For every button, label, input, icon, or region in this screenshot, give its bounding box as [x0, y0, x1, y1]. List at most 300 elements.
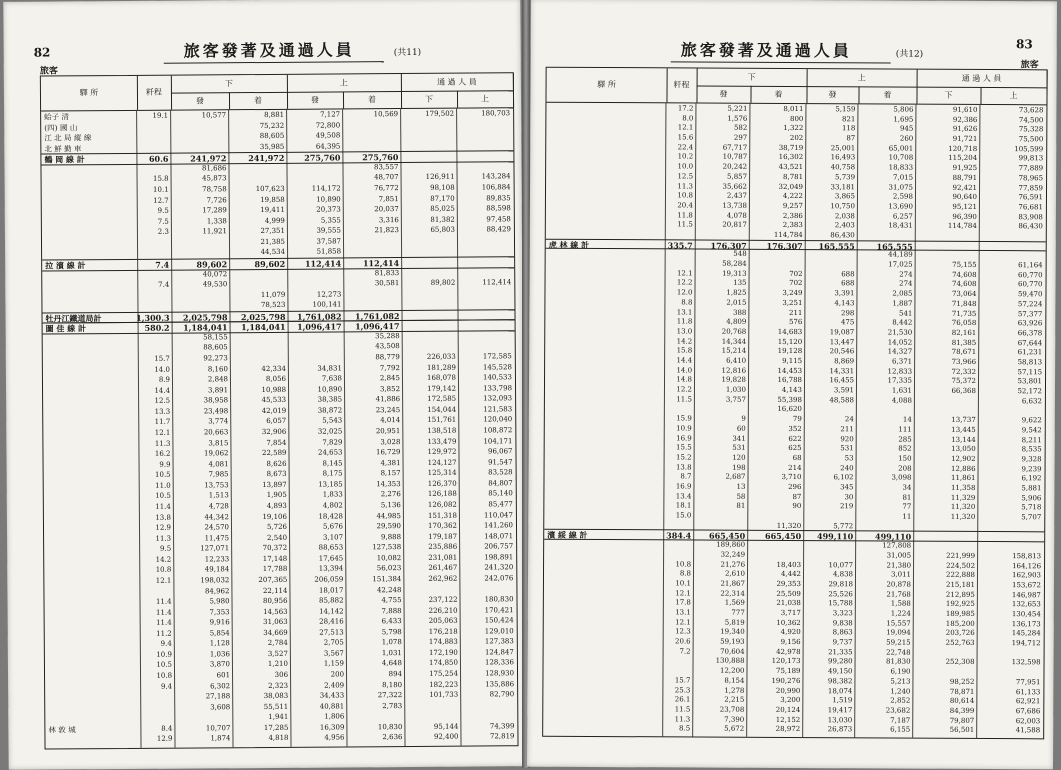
cell-km: 10.8 [677, 191, 694, 200]
cell-pass-down: 85,025 [430, 204, 455, 213]
cell-pass-up: 78,965 [1018, 174, 1044, 183]
cell-up-arr: 1,078 [381, 638, 402, 647]
header-pass: 通 過 人 員 [917, 70, 1048, 88]
cell-down-dep: 241,972 [190, 153, 227, 164]
cell-down-arr: 702 [789, 269, 803, 278]
cell-pass-down: 78,871 [949, 687, 975, 696]
cell-pass-down: 11,320 [950, 503, 976, 512]
table-row [543, 724, 1043, 737]
cell-pass-up: 194,712 [1011, 639, 1041, 648]
cell-pass-down: 129,972 [427, 447, 457, 456]
cell-pass-down: 189,985 [945, 609, 975, 618]
cell-up-dep: 48,588 [829, 395, 854, 405]
cell-up-dep: 51,858 [316, 247, 342, 256]
cell-down-dep: 582 [733, 124, 748, 133]
cell-down-arr: 32,049 [778, 182, 804, 191]
cell-down-dep: 81 [736, 502, 746, 511]
cell-down-dep: 10,577 [201, 111, 227, 120]
cell-pass-down: 96,390 [952, 212, 977, 221]
cell-down-dep: 27,188 [205, 692, 231, 701]
cell-pass-down: 172,585 [427, 394, 457, 404]
cell-down-dep: 58,284 [722, 259, 747, 268]
cell-pass-down: 13,737 [951, 415, 976, 425]
cell-pass-up: 5,707 [1021, 513, 1042, 522]
cell-down-arr: 2,540 [266, 533, 288, 542]
cell-up-dep: 3,567 [323, 649, 344, 658]
cell-down-arr: 4,920 [780, 628, 801, 637]
header-dep: 發 [171, 92, 230, 109]
cell-up-dep: 98,382 [827, 677, 853, 686]
cell-up-dep: 18,428 [318, 511, 343, 521]
cell-up-arr: 42,248 [376, 585, 402, 594]
table-header [546, 68, 1046, 106]
cell-pass-up: 124,847 [484, 648, 514, 657]
cell-up-arr: 4,755 [381, 596, 402, 605]
cell-pass-up: 5,881 [1021, 484, 1042, 493]
cell-down-dep: 341 [732, 434, 746, 443]
cell-pass-down: 98,108 [430, 183, 455, 192]
cell-down-arr: 19,858 [260, 195, 285, 204]
cell-down-arr: 120,173 [771, 657, 801, 666]
cell-down-dep: 89,602 [196, 259, 228, 270]
cell-up-arr: 12,833 [887, 367, 913, 376]
cell-down-dep: 11,921 [202, 227, 227, 236]
cell-pass-down: 181,289 [426, 363, 456, 372]
cell-km: 12.2 [676, 278, 693, 287]
cell-up-arr: 7,851 [378, 194, 399, 203]
cell-pass-up: 82,790 [489, 690, 515, 699]
cell-km: 9.5 [157, 206, 169, 215]
cell-up-arr: 165,555 [876, 241, 913, 252]
cell-up-arr: 10,569 [373, 110, 399, 119]
cell-km: 10.8 [155, 566, 172, 575]
cell-km: 11.3 [154, 439, 171, 448]
cell-km: 16.9 [675, 482, 692, 491]
cell-down-arr: 11,079 [260, 290, 286, 299]
cell-down-dep: 32,249 [720, 550, 746, 559]
cell-down-arr: 2,025,798 [240, 311, 286, 322]
cell-down-dep: 8,154 [724, 676, 745, 685]
left-page [3, 0, 525, 770]
cell-up-arr: 127,808 [882, 541, 912, 550]
cell-km: 11.5 [674, 705, 691, 714]
cell-down-arr: 55,398 [777, 395, 802, 404]
cell-pass-up: 67,644 [1017, 338, 1043, 347]
cell-down-dep: 9 [741, 414, 746, 423]
cell-down-dep: 1,128 [209, 639, 230, 648]
cell-pass-up: 133,798 [483, 383, 513, 393]
cell-km: 17.2 [677, 104, 694, 113]
cell-down-arr: 10,362 [776, 618, 801, 627]
cell-down-dep: 10,707 [205, 724, 231, 733]
cell-up-arr: 2,276 [380, 490, 401, 499]
cell-down-dep: 13,753 [204, 481, 229, 490]
cell-pass-up: 198,891 [484, 553, 514, 562]
cell-down-dep: 92,273 [203, 354, 228, 363]
cell-down-arr: 8,673 [266, 470, 287, 479]
cell-down-arr: 352 [788, 424, 802, 433]
cell-pass-up: 5,718 [1021, 503, 1042, 512]
cell-down-arr: 14,563 [263, 607, 288, 616]
cell-up-arr: 3,011 [890, 570, 912, 579]
cell-down-arr: 2,386 [782, 211, 803, 220]
cell-pass-up: 180,830 [484, 595, 514, 604]
cell-up-dep: 7,829 [322, 438, 343, 447]
cell-up-arr: 894 [388, 670, 403, 679]
cell-down-dep: 1,569 [724, 598, 745, 608]
cell-up-dep: 25,526 [828, 589, 853, 598]
cell-km: 8.4 [161, 724, 173, 733]
cell-up-dep: 9,838 [832, 618, 853, 628]
cell-down-arr: 32,906 [261, 427, 287, 437]
cell-down-dep: 49,530 [202, 280, 228, 289]
cell-up-arr: 10,708 [888, 153, 914, 163]
cell-km: 10.5 [155, 470, 171, 480]
cell-up-dep: 219 [839, 502, 854, 511]
cell-pass-down: 71,735 [951, 309, 977, 318]
cell-pass-up: 86,430 [1018, 222, 1043, 231]
table-header [41, 73, 513, 111]
cell-up-arr: 29,590 [376, 522, 402, 531]
cell-up-dep: 13,030 [827, 715, 853, 724]
cell-down-arr: 1,322 [783, 124, 804, 133]
cell-down-arr: 702 [789, 279, 803, 288]
cell-km: 15.9 [676, 414, 692, 423]
cell-down-arr: 90 [792, 502, 802, 511]
cell-up-arr: 21,823 [374, 226, 399, 235]
cell-km: 15.8 [676, 346, 693, 355]
cell-km: 11.4 [155, 608, 172, 617]
header-km: 粁程 [666, 68, 697, 102]
cell-up-arr: 14,327 [887, 347, 913, 356]
cell-km: 8.0 [682, 114, 694, 123]
cell-pass-down: 91,626 [952, 125, 978, 134]
cell-pass-down: 73,966 [951, 357, 977, 366]
cell-km: 11.5 [677, 220, 693, 229]
cell-down-dep: 665,450 [708, 531, 746, 542]
cell-pass-down: 72,332 [951, 367, 977, 376]
cell-down-arr: 6,057 [266, 417, 287, 426]
cell-down-arr: 665,450 [764, 531, 802, 542]
cell-down-arr: 42,334 [261, 364, 286, 373]
cell-down-dep: 6,302 [210, 681, 231, 690]
cell-up-arr: 4,088 [891, 396, 912, 405]
cell-down-arr: 8,881 [264, 110, 285, 119]
cell-up-dep: 99,280 [828, 657, 853, 666]
cell-up-arr: 2,852 [890, 696, 911, 705]
cell-up-arr: 17,025 [888, 260, 913, 269]
cell-up-dep: 3,107 [322, 533, 344, 542]
cell-pass-up: 96,067 [487, 447, 513, 456]
cell-pass-down: 224,502 [946, 561, 976, 570]
cell-down-dep: 7,353 [209, 607, 230, 617]
cell-up-dep: 4,143 [834, 299, 855, 308]
cell-pass-up: 132,653 [1011, 600, 1041, 609]
cell-up-dep: 1,761,082 [296, 311, 342, 322]
cell-up-arr: 151,384 [372, 574, 402, 584]
cell-pass-up: 62,003 [1015, 716, 1041, 725]
cell-down-dep: 40,072 [202, 269, 228, 278]
cell-up-arr: 43,508 [375, 342, 400, 351]
cell-up-arr: 285 [898, 435, 912, 444]
cell-down-dep: 198 [732, 463, 746, 472]
cell-down-dep: 1,184,041 [183, 322, 228, 333]
cell-down-arr: 8,056 [265, 375, 286, 384]
cell-down-arr: 22,589 [261, 448, 287, 458]
cell-pass-down: 66,368 [951, 386, 976, 396]
cell-up-dep: 34,831 [317, 364, 342, 373]
header-up: 上 [287, 74, 402, 92]
cell-down-dep: 7,390 [724, 715, 745, 724]
cell-pass-down: 91,610 [952, 105, 978, 114]
cell-up-arr: 19,094 [886, 628, 911, 637]
cell-down-dep: 11,475 [204, 533, 230, 543]
cell-down-arr: 3,249 [782, 289, 803, 298]
cell-km: 12.7 [153, 196, 169, 205]
cell-pass-down: 81,382 [430, 215, 455, 224]
cell-pass-up: 88,429 [486, 225, 511, 234]
cell-up-dep: 5,543 [322, 416, 343, 426]
cell-pass-down: 79,807 [949, 716, 975, 725]
cell-pass-up: 58,813 [1017, 358, 1043, 367]
cell-km: 15.0 [675, 511, 692, 520]
cell-pass-up: 57,224 [1017, 300, 1043, 309]
cell-pass-up: 132,598 [1011, 658, 1041, 667]
cell-up-arr: 274 [899, 280, 913, 289]
cell-down-dep: 14,344 [721, 337, 747, 346]
cell-km: 10.0 [677, 162, 694, 171]
cell-pass-down: 84,399 [949, 706, 975, 715]
cell-km: 11.2 [156, 629, 172, 638]
cell-km: 7.5 [157, 217, 169, 226]
header-pass-up: 上 [457, 90, 514, 107]
cell-pass-down: 174,850 [428, 659, 458, 668]
cell-up-arr: 10,830 [377, 722, 403, 732]
cell-pass-up: 128,336 [484, 658, 514, 667]
cell-km: 14.2 [155, 555, 172, 564]
cell-up-arr: 852 [898, 444, 912, 453]
cell-km: 11.8 [677, 211, 693, 220]
cell-up-dep: 112,414 [304, 258, 342, 269]
cell-down-arr: 34,669 [263, 628, 288, 637]
cell-up-dep: 8,869 [834, 357, 855, 366]
cell-pass-up: 61,133 [1015, 687, 1041, 696]
cell-pass-up: 104,171 [483, 436, 513, 446]
cell-pass-up: 60,770 [1018, 280, 1043, 289]
cell-up-arr: 2,598 [892, 192, 914, 201]
cell-down-arr: 3,527 [267, 649, 288, 658]
cell-km: 335.7 [667, 240, 693, 251]
cell-up-dep: 40,881 [319, 702, 345, 711]
title-underline [164, 61, 384, 64]
cell-pass-up: 83,528 [488, 468, 513, 477]
cell-up-arr: 4,014 [380, 416, 401, 425]
cell-down-dep: 13,738 [722, 201, 747, 210]
cell-down-dep: 388 [732, 308, 747, 317]
cell-pass-down: 12,886 [951, 464, 976, 473]
cell-up-arr: 83,557 [373, 162, 399, 172]
cell-down-arr: 4,818 [268, 734, 289, 743]
cell-down-arr: 16,788 [777, 376, 803, 385]
cell-up-dep: 4,838 [832, 570, 854, 579]
cell-up-dep: 531 [840, 444, 854, 453]
cell-km: 10.5 [155, 492, 171, 501]
cell-up-dep: 33,181 [830, 182, 856, 191]
cell-up-dep: 7,127 [320, 110, 341, 119]
cell-up-arr: 1,588 [890, 599, 911, 608]
cell-pass-up: 85,477 [488, 500, 513, 509]
cell-up-arr: 1,224 [890, 609, 911, 618]
cell-pass-down: 252,763 [945, 638, 975, 648]
cell-up-arr: 2,636 [382, 733, 403, 742]
cell-up-dep: 275,760 [304, 152, 341, 163]
cell-down-dep: 9,916 [209, 618, 230, 627]
cell-pass-down: 172,190 [428, 648, 458, 657]
cell-pass-up: 135,886 [485, 679, 515, 689]
cell-down-dep: 3,815 [208, 438, 229, 447]
left-page-header [4, 28, 521, 68]
cell-up-arr: 6,190 [890, 667, 911, 676]
cell-pass-up: 53,801 [1017, 377, 1043, 386]
cell-km: 11.7 [154, 418, 171, 427]
cell-pass-up: 62,921 [1015, 697, 1041, 706]
cell-km: 11.4 [156, 618, 172, 627]
cell-down-dep: 1,278 [724, 686, 745, 695]
cell-up-dep: 475 [840, 318, 855, 327]
cell-up-arr: 1,887 [892, 299, 913, 308]
cell-down-arr: 4,143 [781, 386, 802, 395]
page-title: 旅客發著及通過人員 [183, 40, 355, 61]
cell-down-arr: 20,990 [775, 686, 801, 695]
cell-up-dep: 10,890 [317, 385, 343, 394]
cell-up-dep: 25,001 [830, 143, 856, 153]
cell-pass-down: 56,501 [949, 726, 975, 735]
cell-pass-up: 76,591 [1018, 193, 1044, 202]
cell-down-dep: 1,338 [206, 216, 227, 226]
cell-down-dep: 38,958 [203, 396, 229, 405]
cell-down-arr: 35,985 [259, 142, 285, 151]
cell-down-dep: 1,825 [726, 288, 747, 297]
cell-km: 15.5 [676, 443, 692, 452]
title-underline [671, 61, 891, 63]
cell-down-arr: 25,509 [776, 589, 801, 598]
cell-down-arr: 87 [792, 492, 802, 501]
cell-km: 10.8 [675, 559, 692, 569]
cell-station: 牡丹江鐵道局計 [45, 312, 102, 324]
cell-up-arr: 1,031 [381, 648, 402, 658]
cell-pass-down: 133,479 [427, 437, 457, 446]
cell-down-dep: 4,078 [726, 211, 747, 220]
cell-up-arr: 21,380 [886, 561, 912, 570]
cell-km: 12.9 [155, 523, 172, 532]
cell-km: 20.4 [677, 201, 693, 210]
cell-pass-up: 158,813 [1012, 551, 1042, 561]
cell-up-dep: 15,788 [828, 599, 853, 608]
page-number: 83 [1016, 37, 1033, 52]
cell-km: 11.5 [676, 395, 692, 404]
cell-up-dep: 13,447 [829, 337, 855, 346]
header-station: 驛 所 [546, 68, 667, 103]
cell-km: 15.8 [152, 175, 169, 184]
cell-down-arr: 16,302 [778, 153, 804, 162]
cell-down-arr: 2,323 [268, 681, 289, 690]
cell-down-arr: 190,276 [771, 676, 801, 685]
cell-down-arr: 80,956 [262, 596, 288, 606]
cell-up-dep: 298 [840, 308, 855, 317]
cell-up-dep: 20,373 [316, 205, 341, 214]
cell-pass-up: 128,930 [485, 669, 515, 678]
cell-pass-down: 11,358 [950, 483, 976, 492]
cell-down-dep: 78,758 [202, 185, 227, 194]
cell-down-arr: 3,717 [780, 608, 801, 618]
header-pass: 通 過 人 員 [401, 73, 514, 91]
cell-down-dep: 23,708 [719, 705, 745, 714]
cell-up-dep: 3,865 [834, 192, 856, 201]
cell-pass-up: 74,399 [489, 722, 515, 731]
cell-km: 10.1 [153, 185, 169, 194]
cell-station: 北 鮮 勤 車 [44, 143, 82, 154]
cell-pass-up: 72,819 [489, 732, 515, 741]
header-station: 驛 所 [41, 76, 138, 111]
cell-up-dep: 37,587 [316, 237, 342, 246]
cell-up-arr: 1,695 [893, 115, 914, 124]
cell-up-arr: 56,023 [376, 564, 402, 573]
cell-down-arr: 18,403 [776, 560, 802, 569]
cell-down-arr: 2,383 [782, 221, 803, 230]
cell-up-arr: 1,096,417 [355, 321, 400, 332]
cell-down-dep: 2,215 [724, 695, 745, 704]
cell-pass-up: 8,535 [1021, 445, 1042, 454]
cell-km: 17.8 [675, 598, 691, 607]
cell-pass-down: 81,385 [951, 338, 977, 347]
cell-down-dep: 176,307 [710, 240, 747, 251]
cell-km: 10.2 [677, 152, 694, 161]
cell-down-dep: 2,025,798 [182, 312, 228, 323]
cell-up-arr: 7,015 [893, 173, 914, 182]
cell-pass-down: 71,848 [951, 299, 977, 308]
cell-up-dep: 3,391 [834, 289, 855, 298]
cell-pass-up: 242,076 [484, 574, 514, 583]
cell-up-arr: 21,530 [887, 328, 913, 337]
cell-pass-up: 77,859 [1018, 183, 1044, 192]
cell-down-dep: 12,200 [719, 666, 745, 675]
cell-km: 14.2 [676, 337, 693, 346]
cell-pass-down: 215,181 [945, 580, 975, 589]
cell-down-dep: 44,342 [204, 512, 229, 521]
cell-down-dep: 19,062 [203, 449, 229, 458]
cell-down-arr: 3,710 [781, 473, 802, 482]
header-arr: 着 [343, 91, 402, 108]
cell-up-arr: 81,833 [374, 268, 400, 277]
cell-up-dep: 2,038 [834, 211, 855, 220]
cell-up-arr: 18,833 [888, 163, 914, 172]
cell-pass-down: 13,050 [951, 445, 976, 454]
cell-down-dep: 531 [732, 443, 746, 452]
cell-up-arr: 34 [902, 483, 912, 492]
cell-up-arr: 8,442 [892, 318, 913, 327]
cell-down-arr: 17,788 [262, 565, 288, 574]
cell-pass-down: 176,218 [428, 627, 458, 636]
cell-up-arr: 6,371 [892, 357, 913, 366]
cell-pass-up: 75,328 [1018, 125, 1044, 134]
cell-station: 圖 佳 線 計 [45, 323, 87, 334]
header-dep: 發 [806, 86, 859, 103]
cell-up-arr: 3,028 [380, 437, 401, 446]
cell-pass-up: 145,528 [482, 362, 512, 372]
cell-pass-down: 75,155 [952, 260, 977, 270]
cell-km: 12.1 [677, 123, 694, 132]
cell-km: 12.0 [676, 288, 693, 297]
